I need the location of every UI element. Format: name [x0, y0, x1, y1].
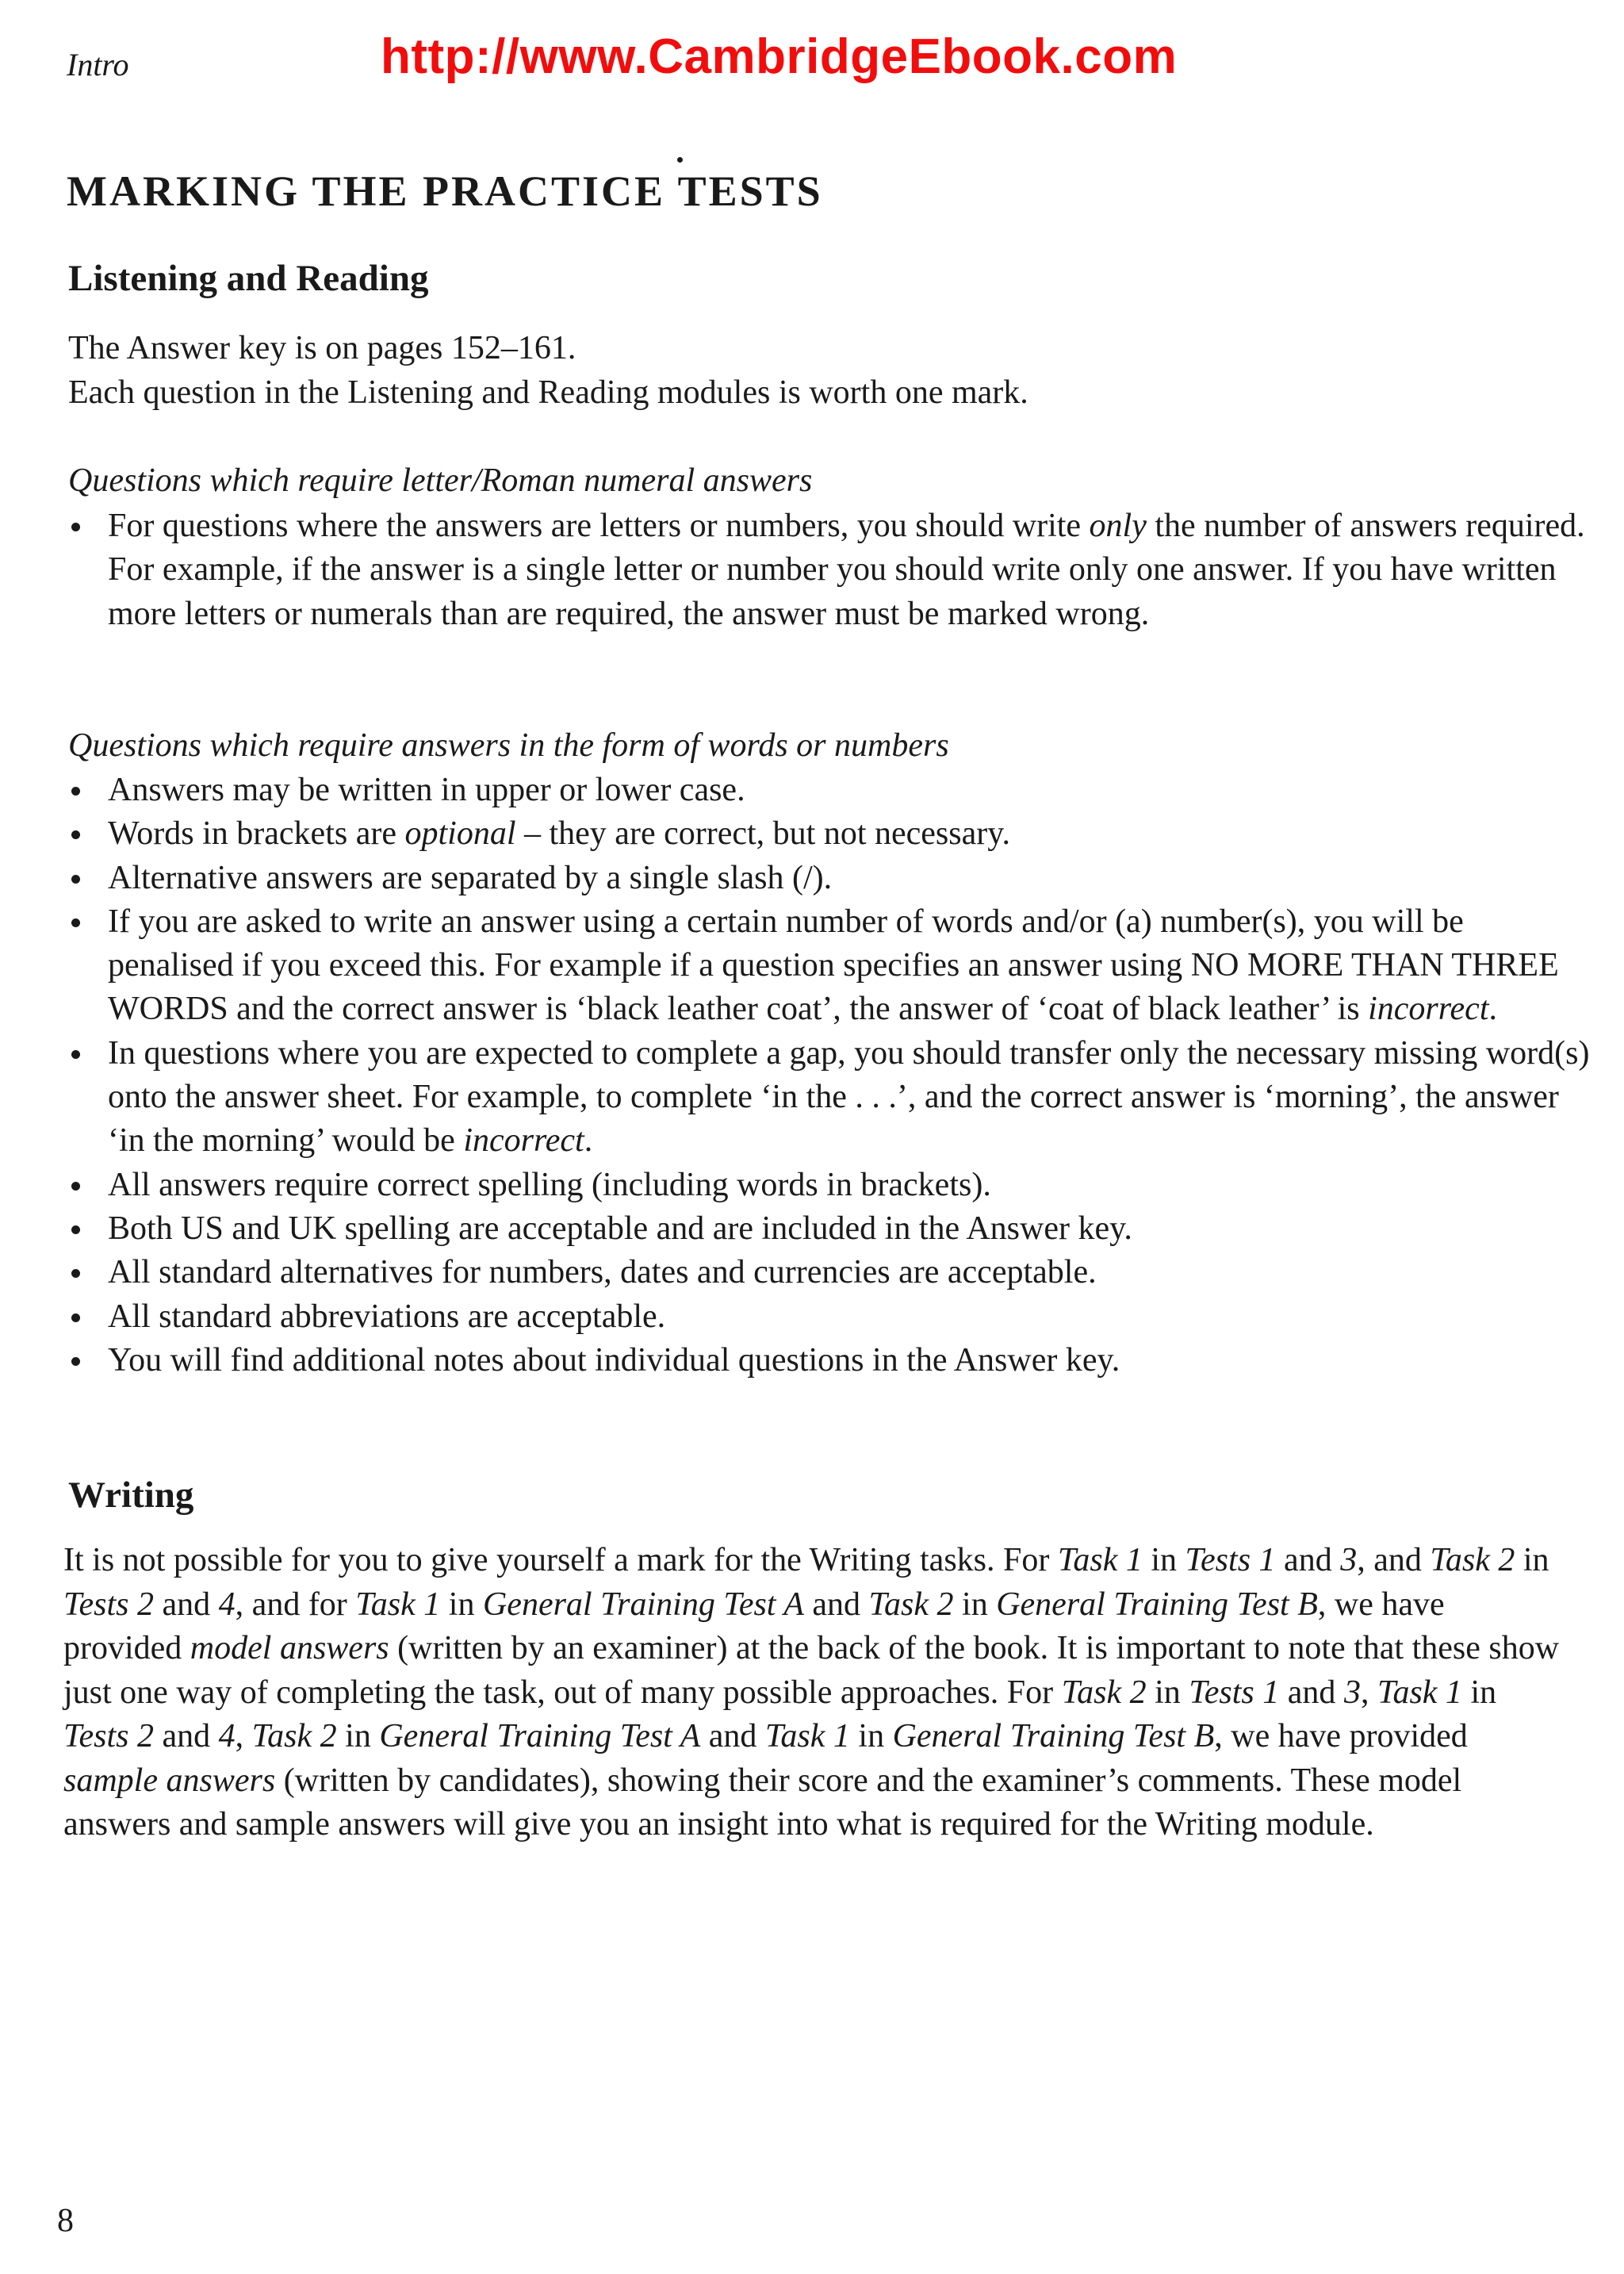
letter-answers-list [63, 504, 1594, 636]
text-run: the number of answers required. For example, if the answer is a single letter or number you should write only one answer. If you have written more letters or numerals than are required, the answer must be marked wrong. [108, 508, 1585, 632]
text-run: All standard abbreviations are acceptable. [108, 1298, 666, 1335]
list-item [63, 1339, 1594, 1382]
italic-text: Tests 2 [63, 1718, 155, 1754]
text-run: , and for [235, 1586, 356, 1623]
bullet-icon [71, 1357, 80, 1366]
bullet-icon [71, 918, 80, 927]
italic-text: 4 [218, 1586, 236, 1623]
list-item [63, 1207, 1594, 1251]
bullet-icon [71, 1225, 80, 1234]
italic-text: optional [404, 815, 516, 853]
bullet-icon [71, 1313, 80, 1322]
list-item [63, 1251, 1594, 1294]
text-run: , and [1357, 1542, 1431, 1578]
text-run: and [154, 1718, 219, 1754]
text-run: , [1360, 1674, 1377, 1711]
bullet-icon [71, 1182, 80, 1191]
subheading-letter-answers: Questions which require letter/Roman numeral answers [68, 462, 813, 499]
text-run: in [1515, 1542, 1549, 1578]
text-run: , we have provided [1214, 1718, 1468, 1754]
list-item [63, 504, 1594, 636]
bullet-icon [71, 875, 80, 884]
italic-text: 3 [1343, 1674, 1361, 1711]
page-number: 8 [57, 2203, 74, 2239]
italic-text: General Training Test B [892, 1718, 1215, 1754]
italic-text: Task 1 [764, 1718, 850, 1754]
text-run: All standard alternatives for numbers, dates and currencies are acceptable. [108, 1254, 1097, 1291]
italic-text: Task 2 [1061, 1674, 1147, 1711]
list-item [63, 812, 1594, 856]
subheading-word-answers: Questions which require answers in the form of words or numbers [68, 727, 949, 764]
text-run: in [440, 1586, 483, 1623]
page-title: MARKING THE PRACTICE TESTS [67, 167, 823, 215]
italic-text: Task 1 [355, 1586, 441, 1623]
bullet-icon [71, 1050, 80, 1059]
text-run: Alternative answers are separated by a single slash (/). [108, 859, 833, 896]
text-run: and [803, 1586, 869, 1623]
text-run: Both US and UK spelling are acceptable and are included in the Answer key. [108, 1210, 1132, 1247]
bullet-icon [71, 787, 80, 796]
italic-text: Task 1 [1057, 1542, 1143, 1578]
text-run: Words in brackets are [108, 815, 405, 853]
list-item [63, 1295, 1594, 1339]
italic-text: Task 2 [251, 1718, 337, 1754]
text-run: – they are correct, but not necessary. [515, 815, 1010, 853]
italic-text: 4 [218, 1718, 236, 1754]
italic-text: Task 1 [1377, 1674, 1462, 1711]
list-item [63, 1164, 1594, 1207]
italic-text: Tests 2 [63, 1586, 155, 1623]
italic-text: 3 [1340, 1542, 1358, 1578]
text-run: . [1488, 991, 1497, 1028]
italic-text: Task 2 [1430, 1542, 1515, 1578]
italic-text: incorrect [1368, 991, 1489, 1028]
italic-text: General Training Test B [996, 1586, 1318, 1623]
text-run: in [953, 1586, 997, 1623]
bullet-icon [71, 830, 80, 839]
text-run: in [1142, 1542, 1185, 1578]
stray-dot-mark [677, 157, 683, 163]
italic-text: Tests 1 [1185, 1542, 1276, 1578]
word-answers-list [63, 769, 1594, 1382]
text-run: . [584, 1122, 593, 1160]
text-run: All answers require correct spelling (including words in brackets). [108, 1166, 991, 1203]
text-run: in [336, 1718, 380, 1754]
list-item [63, 900, 1594, 1032]
italic-text: Tests 1 [1189, 1674, 1280, 1711]
list-item [63, 857, 1594, 900]
italic-text: incorrect [463, 1122, 584, 1160]
heading-writing: Writing [68, 1474, 194, 1516]
marks-per-question-text: Each question in the Listening and Reading modules is worth one mark. [68, 374, 1028, 411]
text-run: in [1146, 1674, 1189, 1711]
answer-key-pages-text: The Answer key is on pages 152–161. [68, 330, 576, 366]
text-run: If you are asked to write an answer using a certain number of words and/or (a) number(s), you will be penalised if you exceed this. For example if a question specifies an answer using NO MORE THAN THREE WORDS and the correct answer is ‘black leather coat’, the answer of ‘coat of black leather’ is [108, 903, 1559, 1028]
italic-text: model answers [190, 1630, 389, 1666]
text-run: and [154, 1586, 219, 1623]
text-run: (written by candidates), showing their score and the examiner’s comments. These model answers and sample answers will give you an insight into what is required for the Writing module. [63, 1762, 1462, 1843]
text-run: and [1275, 1542, 1341, 1578]
text-run: in [1461, 1674, 1497, 1711]
writing-paragraph [63, 1539, 1570, 1847]
text-run: in [849, 1718, 893, 1754]
list-item [63, 1032, 1594, 1164]
italic-text: General Training Test A [482, 1586, 804, 1623]
italic-text: sample answers [63, 1762, 276, 1799]
text-run: and [700, 1718, 765, 1754]
text-run: , we have provided [63, 1586, 1445, 1666]
bullet-icon [71, 1269, 80, 1278]
text-run: , [235, 1718, 252, 1754]
list-item [63, 769, 1594, 812]
running-head: Intro [67, 47, 129, 82]
italic-text: General Training Test A [379, 1718, 701, 1754]
text-run: For questions where the answers are letters or numbers, you should write [108, 508, 1090, 544]
text-run: Answers may be written in upper or lower case. [108, 772, 745, 808]
italic-text: only [1089, 508, 1147, 544]
heading-listening-reading: Listening and Reading [68, 258, 429, 299]
text-run: (written by an examiner) at the back of the book. It is important to note that these show just one way of completing the task, out of many possible approaches. For [63, 1630, 1560, 1711]
italic-text: Task 2 [868, 1586, 954, 1623]
text-run: and [1279, 1674, 1344, 1711]
text-run: You will find additional notes about individual questions in the Answer key. [108, 1341, 1120, 1379]
text-run: In questions where you are expected to complete a gap, you should transfer only the necessary missing word(s) onto the answer sheet. For example, to complete ‘in the . . .’, and the correct answer is ‘morning’, the answer ‘in the morning’ would be [108, 1034, 1590, 1160]
text-run: It is not possible for you to give yourself a mark for the Writing tasks. For [63, 1542, 1058, 1578]
bullet-icon [71, 523, 80, 531]
watermark-url: http://www.CambridgeEbook.com [381, 29, 1178, 84]
